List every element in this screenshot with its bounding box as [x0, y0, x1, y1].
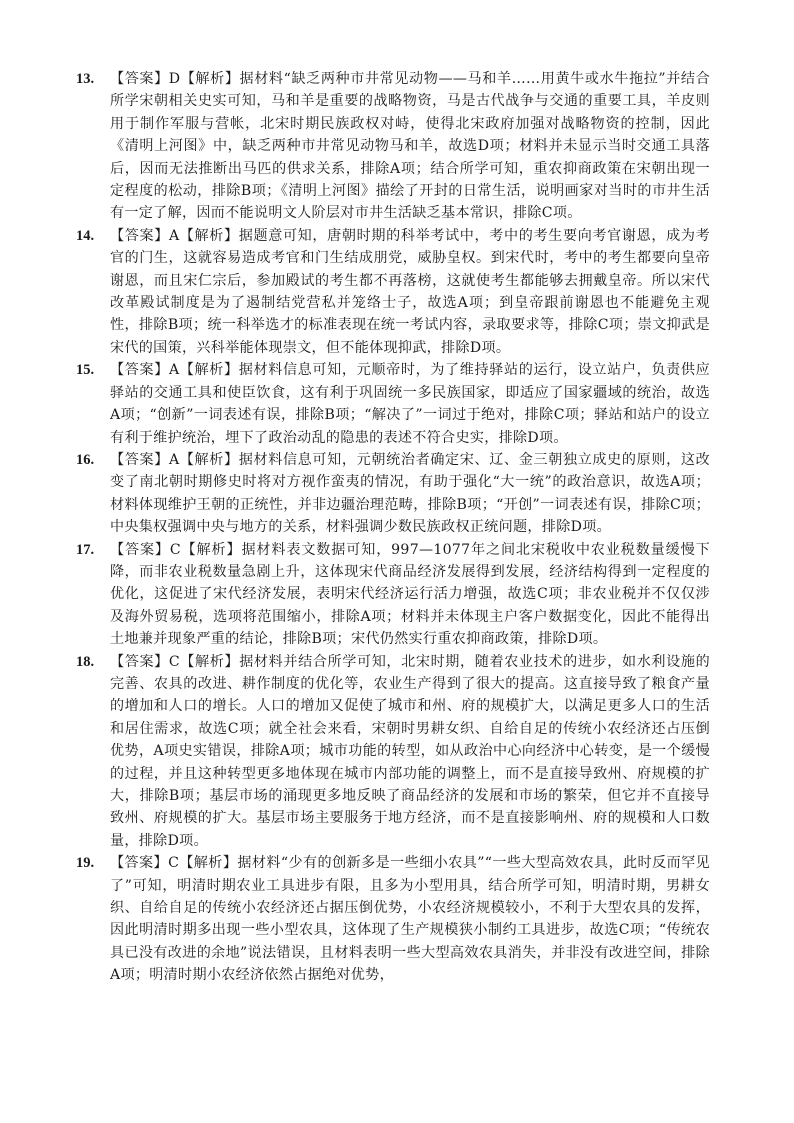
item-number: 17.	[76, 541, 95, 558]
item-number: 18.	[76, 653, 95, 670]
item-explanation: 【答案】A【解析】据材料信息可知，元顺帝时，为了维持驿站的运行，设立站户，负责供应驿站的交通工具和使臣饮食，这有利于巩固统一多民族国家，即适应了国家疆域的统治，故选A项；“创新”一词表述有误，排除B项；“解决了”一词过于绝对，排除C项；驿站和站户的设立有利于维护统治，埋下了政治动乱的隐患的表述不符合史实，排除D项。	[110, 362, 710, 446]
item-number: 14.	[76, 227, 95, 244]
item-explanation: 【答案】C【解析】据材料“少有的创新多是一些细小农具”“一些大型高效农具，此时反而罕见了”可知，明清时期农业工具进步有限，且多为小型用具，结合所学可知，明清时期，男耕女织、自给自足的传统小农经济还占据压倒优势，小农经济规模较小，不利于大型农具的发挥，因此明清时期多出现一些小型农具，这体现了生产规模狭小制约工具进步，故选C项；“传统农具已没有改进的余地”说法错误，且材料表明一些大型高效农具消失，并非没有改进空间，排除A项；明清时期小农经济依然占据绝对优势，	[110, 855, 710, 984]
item-explanation: 【答案】C【解析】据材料表文数据可知，997—1077年之间北宋税收中农业税数量缓慢下降，而非农业税数量急剧上升，这体现宋代商品经济发展得到发展，经济结构得到一定程度的优化，这促进了宋代经济发展，表明宋代经济运行活力增强，故选C项；非农业税并不仅仅涉及海外贸易税，选项将范围缩小，排除A项；材料并未体现主户客户数据变化，因此不能得出土地兼并现象严重的结论，排除B项；宋代仍然实行重农抑商政策，排除D项。	[110, 541, 710, 648]
answer-item-18	[76, 651, 710, 853]
answer-item-17	[76, 539, 710, 651]
item-number: 16.	[76, 451, 95, 468]
answer-item-15	[76, 359, 710, 449]
item-explanation: 【答案】D【解析】据材料“缺乏两种市井常见动物——马和羊……用黄牛或水牛拖拉”并结合所学宋朝相关史实可知，马和羊是重要的战略物资，马是古代战争与交通的重要工具，羊皮则用于制作军服与营帐，北宋时期民族政权对峙，使得北宋政府加强对战略物资的控制，因此《清明上河图》中，缺乏两种市井常见动物马和羊，故选D项；材料并未显示当时交通工具落后，因而无法推断出马匹的供求关系，排除A项；结合所学可知，重农抑商政策在宋朝出现一定程度的松动，排除B项；《清明上河图》描绘了开封的日常生活，说明画家对当时的市井生活有一定了解，因而不能说明文人阶层对市井生活缺乏基本常识，排除C项。	[110, 71, 710, 222]
item-number: 15.	[76, 362, 95, 379]
item-explanation: 【答案】A【解析】据题意可知，唐朝时期的科举考试中，考中的考生要向考官谢恩，成为考官的门生，这就容易造成考官和门生结成朋党，威胁皇权。到宋代时，考中的考生都要向皇帝谢恩，而且宋仁宗后，参加殿试的考生都不再落榜，这就使考生都能够去拥戴皇帝。所以宋代改革殿试制度是为了遏制结党营私并笼络士子，故选A项；到皇帝跟前谢恩也不能避免主观性，排除B项；统一科举选才的标准表现在统一考试内容，录取要求等，排除C项；崇文抑武是宋代的国策，兴科举能体现崇文，但不能体现抑武，排除D项。	[110, 227, 710, 356]
answer-item-16	[76, 449, 710, 539]
answer-item-14	[76, 225, 710, 359]
answer-item-13	[76, 68, 710, 225]
answer-list	[76, 68, 710, 987]
item-explanation: 【答案】A【解析】据材料信息可知，元朝统治者确定宋、辽、金三朝独立成史的原则，这改变了南北朝时期修史时将对方视作蛮夷的情况，有助于强化“大一统”的政治意识，故选A项；材料体现维护王朝的正统性，并非边疆治理范畴，排除B项；“开创”一词表述有误，排除C项；中央集权强调中央与地方的关系，材料强调少数民族政权正统问题，排除D项。	[110, 451, 710, 536]
item-explanation: 【答案】C【解析】据材料并结合所学可知，北宋时期，随着农业技术的进步，如水利设施的完善、农具的改进、耕作制度的优化等，农业生产得到了很大的提高。这直接导致了粮食产量的增加和人口的增长。人口的增加又促使了城市和州、府的规模扩大，以满足更多人口的生活和居住需求，故选C项；就全社会来看，宋朝时男耕女织、自给自足的传统小农经济还占压倒优势，A项史实错误，排除A项；城市功能的转型，如从政治中心向经济中心转变，是一个缓慢的过程，并且这种转型更多地体现在城市内部功能的调整上，而不是直接导致州、府规模的扩大，排除B项；基层市场的涌现更多地反映了商品经济的发展和市场的繁荣，但它并不直接导致州、府规模的扩大。基层市场主要服务于地方经济，而不是直接影响州、府的规模和人口数量，排除D项。	[110, 653, 710, 849]
item-number: 13.	[76, 71, 95, 87]
item-number: 19.	[76, 855, 95, 872]
answer-item-19	[76, 852, 710, 986]
